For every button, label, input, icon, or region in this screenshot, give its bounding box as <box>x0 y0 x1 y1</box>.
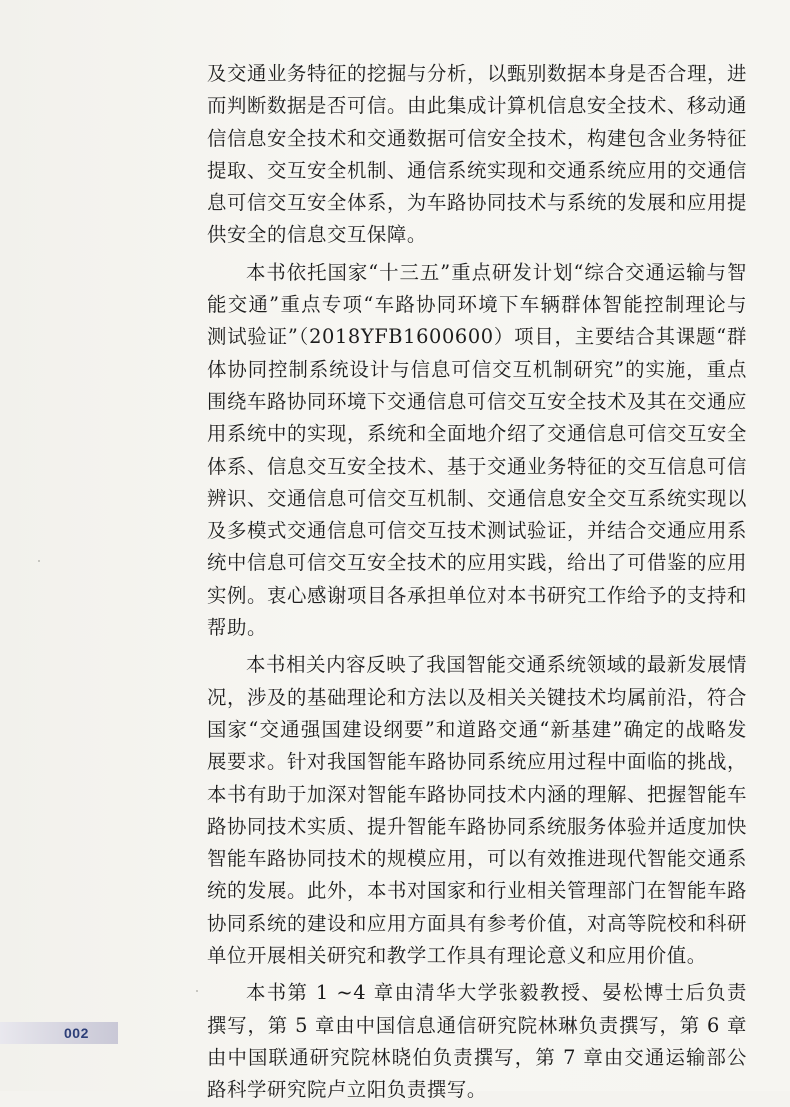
paragraph-significance: 本书相关内容反映了我国智能交通系统领域的最新发展情况，涉及的基础理论和方法以及相关关键技术均属前沿，符合国家“交通强国建设纲要”和道路交通“新基建”确定的战略发展要求。针对我国智能车路协同系统应用过程中面临的挑战，本书有助于加深对智能车路协同技术内涵的理解、把握智能车路协同技术实质、提升智能车路协同系统服务体验并适度加快智能车路协同技术的规模应用，可以有效推进现代智能交通系统的发展。此外，本书对国家和行业相关管理部门在智能车路协同系统的建设和应用方面具有参考价值，对高等院校和科研单位开展相关研究和教学工作具有理论意义和应用价值。 <box>207 653 747 968</box>
paper-speck <box>196 990 198 992</box>
footer-band <box>0 1022 118 1044</box>
page-number: 002 <box>64 1025 89 1041</box>
paragraph-continuation: 及交通业务特征的挖掘与分析，以甄别数据本身是否合理，进而判断数据是否可信。由此集成计算机信息安全技术、移动通信信息安全技术和交通数据可信安全技术，构建包含业务特征提取、交互安全机制、通信系统实现和交通系统应用的交通信息可信交互安全体系，为车路协同技术与系统的发展和应用提供安全的信息交互保障。 <box>207 62 747 247</box>
paper-speck <box>38 560 40 562</box>
paragraph-project-basis: 本书依托国家“十三五”重点研发计划“综合交通运输与智能交通”重点专项“车路协同环境下车辆群体智能控制理论与测试验证”（2018YFB1600600）项目，主要结合其课题“群体协同控制系统设计与信息可信交互机制研究”的实施，重点围绕车路协同环境下交通信息可信交互安全技术及其在交通应用系统中的实现，系统和全面地介绍了交通信息可信交互安全体系、信息交互安全技术、基于交通业务特征的交互信息可信辨识、交通信息可信交互机制、交通信息安全交互系统实现以及多模式交通信息可信交互技术测试验证，并结合交通应用系统中信息可信交互安全技术的应用实践，给出了可借鉴的应用实例。衷心感谢项目各承担单位对本书研究工作给予的支持和帮助。 <box>207 260 747 640</box>
paragraph-authors: 本书第 1 ~4 章由清华大学张毅教授、晏松博士后负责撰写，第 5 章由中国信息通信研究院林琳负责撰写，第 6 章由中国联通研究院林晓伯负责撰写，第 7 章由交通运输部公路科学研究院卢立阳负责撰写。 <box>207 981 747 1102</box>
body-text <box>207 58 747 1107</box>
